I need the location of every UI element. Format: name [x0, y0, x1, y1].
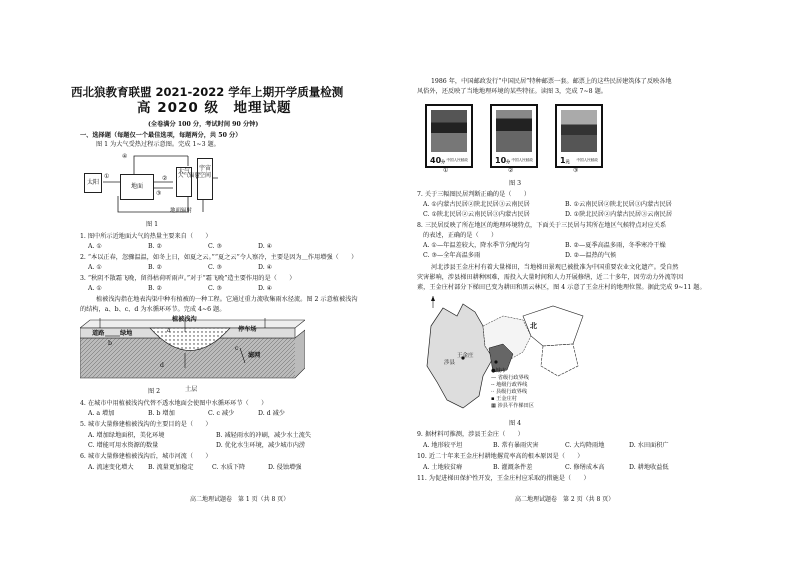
intro-fig4-line1: 河北涉县王金庄村有着大量梯田，当地梯田景观已被批准为中国重要农业文化遗产。受自然 [431, 264, 679, 271]
fig1-caption: 图 1 [146, 221, 159, 228]
q9: 9. 据材料可推测，涉县王金庄（ ） [417, 431, 524, 438]
intro-fig4-line2: 灾害影响，涉县梯田耕种困难，需投入大量时间和人力开展修缮，近二十多年，因劳动力外流等因 [417, 274, 684, 281]
stamp-3-num: ③ [573, 167, 579, 174]
fig2-filter: 滤网 [248, 352, 261, 359]
q8-line1: 8. 三民居反映了所在地区的地理环境特点，下面关于三民居与其所在地区气候特点对应关系 [417, 222, 667, 229]
q7-option-c: C. ①陕北民居②云南民居③内蒙古民居 [423, 211, 530, 218]
legend-prefecture-line: -- 地级行政界线 [491, 382, 528, 388]
stamp-1 [425, 104, 473, 168]
fig1-atmos-box: 大气 [176, 167, 192, 197]
fig2-d: d [160, 362, 164, 369]
fig3-caption: 图 3 [509, 180, 522, 187]
stamp-2-image [496, 110, 532, 152]
q2-option-a: A. ① [88, 264, 102, 271]
fig1-label-3: ③ [156, 190, 162, 197]
fig2-b: b [108, 340, 112, 347]
intro-fig2-line2: 的结构，a、b、c、d 为水循环环节。完成 4~6 题。 [80, 306, 226, 313]
q10-option-b: B. 灌溉条件差 [493, 464, 533, 471]
legend-city: ●城市 [491, 368, 506, 374]
q4-option-a: A. a 增加 [88, 410, 115, 417]
q6-option-a: A. 流速变化增大 [88, 464, 134, 471]
q3-option-c: C. ③ [208, 285, 222, 292]
fig1-sun-box: 太阳 [84, 173, 102, 193]
fig1-label-2: ② [162, 175, 168, 182]
q1-option-a: A. ① [88, 243, 102, 250]
q10-option-d: D. 耕地收益低 [629, 464, 669, 471]
q2-option-d: D. ④ [258, 264, 273, 271]
q7-option-b: B. ①云南民居②陕北民居③内蒙古民居 [565, 201, 672, 208]
q4-option-b: B. b 增加 [148, 410, 175, 417]
q9-option-b: B. 常有暴雨灾害 [493, 442, 539, 449]
q3: 3. “秋阴不散霜飞晚，留得枯荷听雨声。”对于“霜飞晚”造主要作用的是（ ） [80, 275, 296, 282]
q4: 4. 在城市中用植被浅沟代替不透水地面会使图中水循环环节（ ） [80, 400, 268, 407]
fig2-soil: 土层 [185, 386, 198, 393]
legend-county-line: ·· 县级行政界线 [491, 389, 528, 395]
stamp-2-label: 中国人民邮政 [511, 158, 533, 162]
fig2-c: c [235, 345, 239, 352]
fig1-ground-rad: 地面辐射 [170, 208, 193, 214]
q5: 5. 城市大量修建植被浅沟的主要目的是（ ） [80, 421, 212, 428]
exam-title: 西北狼教育联盟 2021-2022 学年上期开学质量检测 [71, 85, 344, 99]
q5-option-a: A. 增加绿地面积，美化环境 [88, 432, 165, 439]
q3-option-d: D. ④ [258, 285, 273, 292]
fig2-diagram [80, 318, 305, 380]
q5-option-c: C. 增能可用水资源的数量 [88, 442, 159, 449]
fig1-label-4: ④ [122, 153, 128, 160]
intro-fig1: 图 1 为大气受热过程示意图。完成 1~3 题。 [96, 141, 220, 148]
fig4-caption: 图 4 [509, 420, 522, 427]
fig4-region-label: 北 [530, 321, 537, 330]
fig4-wang-label: 王金庄 [457, 353, 474, 359]
exam-subtitle: 高 2020 级 地理试题 [137, 100, 292, 116]
q8-option-d: D. ②—温热的气候 [565, 252, 617, 259]
q1-option-d: D. ④ [258, 243, 273, 250]
fig4-shexian-label: 涉县 [444, 360, 456, 366]
q10-option-a: A. 土地较贫瘠 [423, 464, 463, 471]
q4-option-c: C. c 减少 [208, 410, 235, 417]
intro-fig3-line1: 1986 年，中国邮政发行“中国民居”特种邮票一套。邮票上的这些民居建筑体了反映各地 [431, 78, 672, 85]
q8-line2: 的表述，正确的是（ ） [423, 232, 498, 239]
fig2-road: 道路 [92, 330, 105, 337]
q5-option-d: D. 优化水生环境，减少城市内涝 [216, 442, 306, 449]
fig2-parking: 停车场 [238, 326, 257, 333]
q2-option-c: C. ③ [208, 264, 222, 271]
q8-option-a: A. ①—年温差较大，降水季节分配均匀 [423, 242, 530, 249]
q6-option-c: C. 水质下降 [212, 464, 246, 471]
q1: 1. 图中所示近地面大气的热量主要来自（ ） [80, 233, 212, 240]
stamp-2-num: ② [508, 167, 514, 174]
legend-province-line: — 省级行政界线 [491, 375, 529, 381]
intro-fig3-line2: 风俗外，还反映了当地地理环境的某些特征。读图 3，完成 7~8 题。 [417, 88, 607, 95]
q3-option-a: A. ① [88, 285, 102, 292]
fig2-green: 绿地 [120, 330, 133, 337]
stamp-3-value: 1元 [560, 156, 570, 165]
q11: 11. 为促进梯田保护性开发，王金庄村应采取的措施是（ ） [417, 475, 590, 482]
q6-option-d: D. 侵蚀增强 [268, 464, 302, 471]
q4-option-d: D. d 减少 [258, 410, 285, 417]
q9-option-d: D. 水田面积广 [629, 442, 669, 449]
q7-option-a: A. ①内蒙古民居②陕北民居③云南民居 [423, 201, 530, 208]
stamp-1-num: ① [443, 167, 449, 174]
fig1-atmos-rad: 大气辐射 [178, 173, 201, 179]
fig1-space-box: 宇宙空间 [197, 158, 213, 200]
q1-option-c: C. ③ [208, 243, 222, 250]
q9-option-a: A. 地形较平坦 [423, 442, 463, 449]
q7: 7. 关于三幅图民居判断正确的是（ ） [417, 191, 531, 198]
fig2-a: a [167, 327, 171, 334]
right-page [397, 0, 794, 561]
legend-terrace: ▦ 涉县平作梯田区 [491, 403, 534, 409]
stamp-3-label: 中国人民邮政 [576, 158, 598, 162]
section-heading: 一、选择题（每题仅一个最佳选项，每题两分，共 50 分） [80, 132, 242, 139]
fig1-label-1: ① [104, 173, 110, 180]
q3-option-b: B. ② [148, 285, 163, 292]
q2-option-b: B. ② [148, 264, 163, 271]
q8-option-c: C. ③—全年高温多雨 [423, 252, 481, 259]
left-footer: 高二地理试题卷 第 1 页（共 8 页） [190, 496, 290, 503]
q2: 2. “本以正春，忽骤温温，如冬上日，如夏之云。”“夏之云”令人察冷，主要是因为＿作用增强（ ） [80, 254, 358, 261]
stamp-2 [490, 104, 538, 168]
stamp-1-label: 中国人民邮政 [446, 158, 468, 162]
score-info: (全卷满分 100 分，考试时间 90 分钟) [148, 121, 259, 128]
fig2-ditch: 植被浅沟 [172, 316, 197, 323]
fig1-ground-box: 地面 [120, 174, 154, 200]
q6: 6. 城市大量修建植被浅沟后，城市河流（ ） [80, 453, 212, 460]
q10: 10. 近二十年来王金庄村耕地撂荒率高的根本原因是（ ） [417, 453, 584, 460]
intro-fig4-line3: 素，王金庄村部分下梯田已变为耕田和黑云林区，图 4 示意了王金庄村的地理位置。据此完成 9~11 题。 [417, 284, 706, 291]
q8-option-b: B. ②—夏季高温多雨，冬季寒冷干燥 [565, 242, 666, 249]
stamp-3 [555, 104, 603, 168]
q9-option-c: C. 大均降雨地 [565, 442, 605, 449]
q7-option-d: D. ①陕北民居②内蒙古民居③云南民居 [565, 211, 673, 218]
stamp-3-image [561, 110, 597, 152]
fig2-caption: 图 2 [148, 388, 161, 395]
q6-option-b: B. 流量更加稳定 [148, 464, 194, 471]
stamp-2-value: 10分 [495, 156, 511, 165]
q5-option-b: B. 减轻雨水的冲刷，减少水土流失 [216, 432, 312, 439]
legend-village: ▪ 王金庄村 [491, 396, 517, 402]
intro-fig2-line1: 植被浅沟指在地表沟渠中种有植被的一种工程。它通过重力流收集雨水径流。图 2 示意植被浅沟 [96, 296, 358, 303]
q1-option-b: B. ② [148, 243, 163, 250]
stamp-1-image [431, 110, 467, 152]
right-footer: 高二地理试题卷 第 2 页（共 8 页） [515, 496, 615, 503]
stamp-1-value: 40分 [430, 156, 446, 165]
q10-option-c: C. 修缮成本高 [565, 464, 605, 471]
